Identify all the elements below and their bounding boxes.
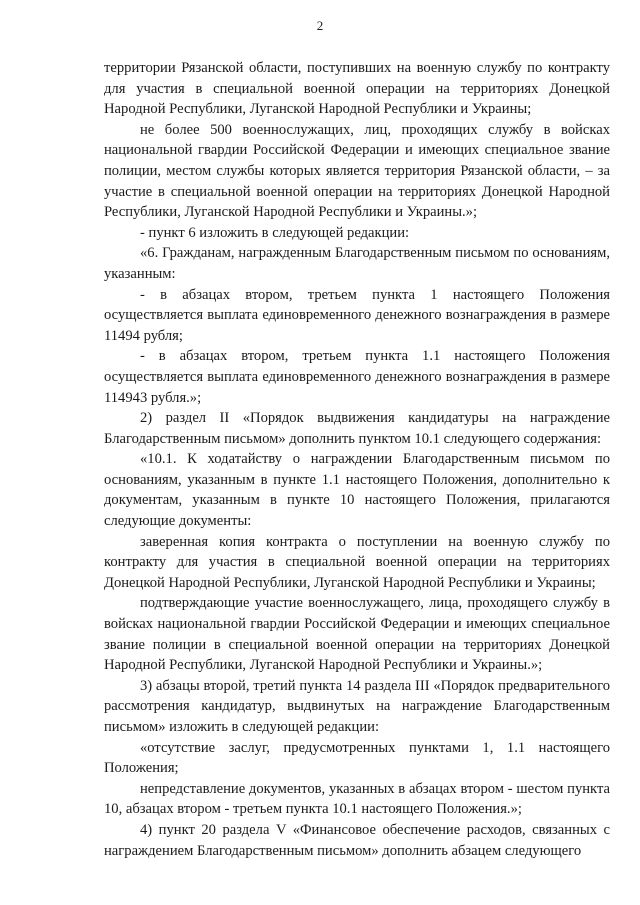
paragraph: - пункт 6 изложить в следующей редакции: (140, 224, 410, 241)
paragraph: территории Рязанской области, поступивших на военную службу по контракту для участия в специальной военной операции на территориях Донецкой Народной Республики, Луганской Народной Республики и Украины; (104, 60, 610, 118)
paragraph: - в абзацах втором, третьем пункта 1.1 настоящего Положения осуществляется выплата единовременного денежного вознаграждения в размере 114943 рубля.»; (104, 348, 610, 406)
paragraph: «отсутствие заслуг, предусмотренных пунктами 1, 1.1 настоящего Положения; (104, 739, 610, 777)
paragraph: 4) пункт 20 раздела V «Финансовое обеспечение расходов, связанных с награждением Благодарственным письмом» дополнить абзацем следующего (104, 821, 610, 859)
document-body (104, 58, 610, 861)
paragraph: «10.1. К ходатайству о награждении Благодарственным письмом по основаниям, указанным в пункте 1.1 настоящего Положения, дополнительно к документам, указанным в пункте 10 настоящего Положения, прилагаются следующие документы: (104, 451, 610, 530)
paragraph: 3) абзацы второй, третий пункта 14 раздела III «Порядок предварительного рассмотрения кандидатур, выдвинутых на награждение Благодарственным письмом» изложить в следующей редакции: (104, 677, 610, 735)
paragraph: непредставление документов, указанных в абзацах втором - шестом пункта 10, абзацах втором - третьем пункта 10.1 настоящего Положения.»; (104, 780, 610, 818)
page-number: 2 (316, 18, 324, 33)
paragraph: 2) раздел II «Порядок выдвижения кандидатуры на награждение Благодарственным письмом» дополнить пунктом 10.1 следующего содержания: (104, 410, 610, 447)
paragraph: подтверждающие участие военнослужащего, лица, проходящего службу в войсках национальной гвардии Российской Федерации и имеющих специальное звание полиции в специальной военной операции на территориях Донецкой Народной Республики, Луганской Народной Республики и Украины.»; (104, 595, 610, 674)
paragraph: «6. Гражданам, награжденным Благодарственным письмом по основаниям, указанным: (104, 245, 610, 282)
paragraph: не более 500 военнослужащих, лиц, проходящих службу в войсках национальной гвардии Российской Федерации и имеющих специальное звание полиции, местом службы которых является территория Рязанской области, – за участие в специальной военной операции на территориях Донецкой Народной Республики, Луганской Народной Республики и Украины.»; (104, 121, 610, 221)
paragraph: - в абзацах втором, третьем пункта 1 настоящего Положения осуществляется выплата единовременного денежного вознаграждения в размере 11494 рубля; (104, 286, 610, 344)
paragraph: заверенная копия контракта о поступлении на военную службу по контракту для участия в специальной военной операции на территориях Донецкой Народной Республики, Луганской Народной Республики и Украины; (104, 533, 610, 591)
